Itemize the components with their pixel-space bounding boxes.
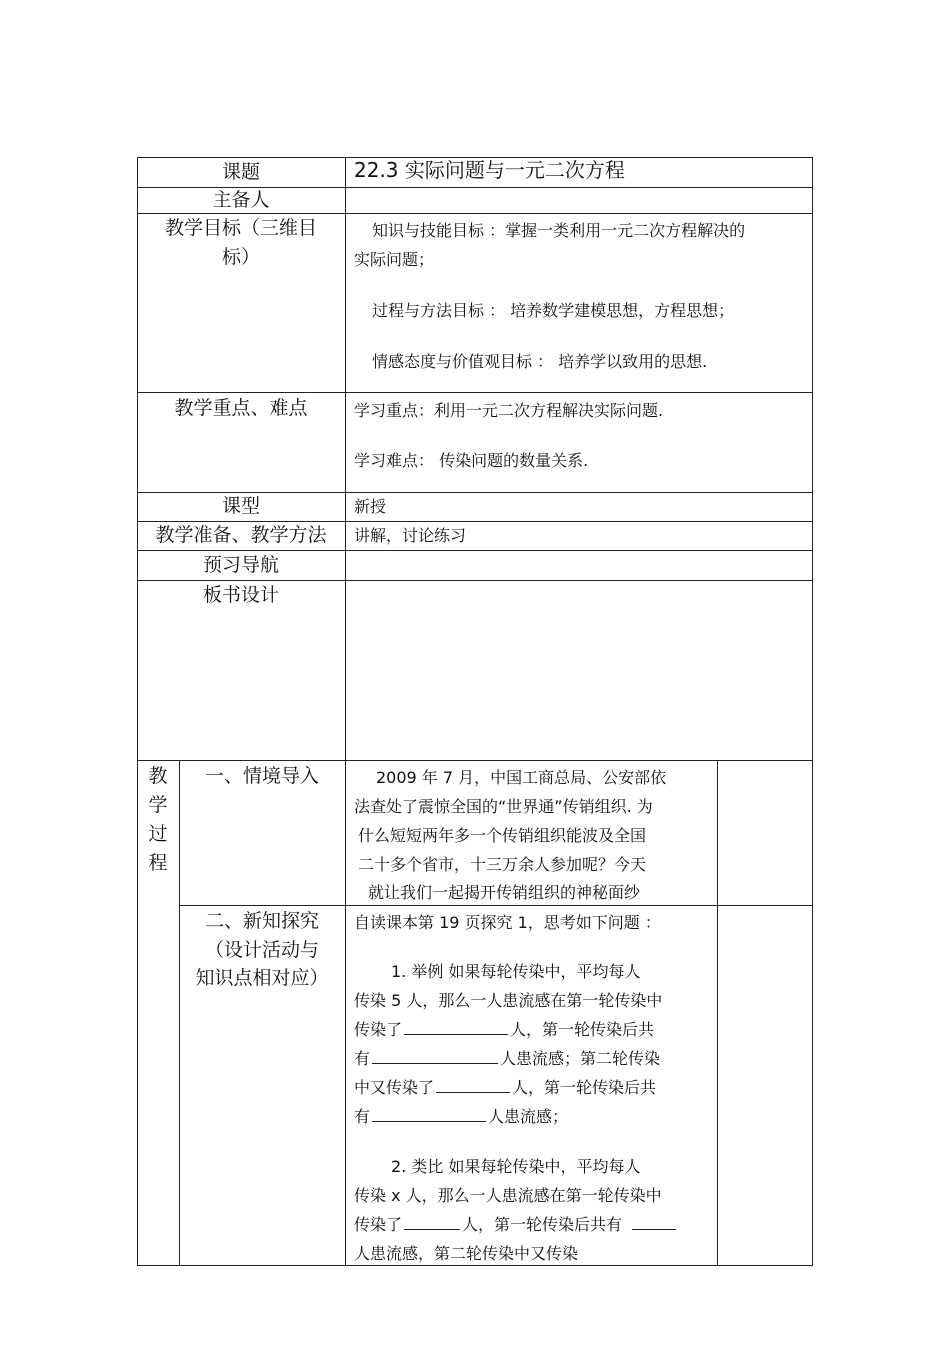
- goals-label-line1: 教学目标（三维目: [164, 217, 317, 239]
- row-divider: [137, 392, 813, 393]
- text-fragment: 有: [354, 1049, 371, 1068]
- method-value: 讲解，讨论练习: [354, 526, 467, 545]
- preview-label: 预习导航: [202, 554, 279, 576]
- process-label-char: 程: [148, 852, 168, 874]
- example2-line1: 2. 类比 如果每轮传染中，平均每人: [391, 1157, 641, 1176]
- text-fragment: 人，第一轮传染后共: [512, 1078, 657, 1097]
- stage1-line: 就让我们一起揭开传销组织的神秘面纱: [368, 883, 641, 902]
- text-fragment: 人患流感；: [488, 1107, 569, 1126]
- focus-difficulty: 学习难点： 传染问题的数量关系.: [354, 451, 589, 470]
- preparer-label: 主备人: [212, 189, 270, 211]
- stage2-intro: 自读课本第 19 页探究 1，思考如下问题 ：: [354, 913, 661, 932]
- answer-blank[interactable]: [436, 1074, 510, 1093]
- process-label-char: 教: [148, 765, 168, 787]
- text-fragment: 中又传染了: [354, 1078, 435, 1097]
- example1-line1: 1. 举例 如果每轮传染中，平均每人: [391, 962, 641, 981]
- goal-knowledge-line2: 实际问题；: [354, 250, 435, 269]
- answer-blank[interactable]: [404, 1016, 508, 1035]
- goal-knowledge-line1: 知识与技能目标 ：掌握一类利用一元二次方程解决的: [372, 221, 746, 240]
- example2-line4: 人患流感，第二轮传染中又传染: [354, 1244, 579, 1263]
- goal-process: 过程与方法目标 ： 培养数学建模思想，方程思想；: [372, 301, 735, 320]
- stage1-label: 一、情境导入: [204, 765, 319, 787]
- type-label: 课型: [221, 495, 260, 517]
- board-label: 板书设计: [202, 584, 279, 606]
- stage1-line: 什么短短两年多一个传销组织能波及全国: [358, 826, 647, 845]
- stage2-label-line2: （设计活动与: [204, 939, 319, 961]
- stage2-label-line1: 二、新知探究: [204, 910, 319, 932]
- text-fragment: 传染了: [354, 1215, 403, 1234]
- answer-blank[interactable]: [372, 1103, 486, 1122]
- example1-line2: 传染 5 人，那么一人患流感在第一轮传染中: [354, 991, 663, 1010]
- text-fragment: 有: [354, 1107, 371, 1126]
- title-label: 课题: [221, 161, 260, 183]
- example2-line2: 传染 x 人，那么一人患流感在第一轮传染中: [354, 1186, 662, 1205]
- focus-key-point: 学习重点：利用一元二次方程解决实际问题.: [354, 401, 664, 420]
- stage1-line: 法查处了震惊全国的“世界通”传销组织. 为: [354, 797, 653, 816]
- process-label-char: 过: [148, 823, 168, 845]
- stage1-line: 二十多个省市，十三万余人参加呢？今天: [358, 855, 647, 874]
- stage1-line: 2009 年 7 月，中国工商总局、公安部依: [376, 768, 667, 787]
- answer-blank[interactable]: [404, 1211, 460, 1230]
- stage2-label-line3: 知识点相对应）: [195, 967, 329, 989]
- type-value: 新授: [354, 497, 387, 516]
- answer-blank[interactable]: [372, 1045, 498, 1064]
- example1-line3: [354, 1015, 654, 1044]
- goal-emotion: 情感态度与价值观目标 ： 培养学以致用的思想.: [372, 352, 708, 371]
- column-divider: [345, 157, 346, 1265]
- table-border-right: [812, 157, 813, 1265]
- text-fragment: 人，第一轮传染后共: [510, 1020, 655, 1039]
- example1-line4: [354, 1044, 660, 1073]
- example1-line5: [354, 1073, 656, 1102]
- example1-line6: [354, 1102, 568, 1131]
- table-border-left: [137, 157, 138, 1265]
- example2-line3: [354, 1210, 678, 1239]
- process-label-char: 学: [148, 794, 168, 816]
- process-content-divider: [717, 760, 718, 1265]
- goals-label-line2: 标）: [221, 246, 260, 268]
- method-label: 教学准备、教学方法: [155, 524, 327, 546]
- text-fragment: 传染了: [354, 1020, 403, 1039]
- focus-label: 教学重点、难点: [174, 397, 308, 419]
- text-fragment: 人，第一轮传染后共有: [462, 1215, 623, 1234]
- row-divider: [137, 760, 813, 761]
- lesson-title: 22.3 实际问题与一元二次方程: [354, 158, 625, 182]
- text-fragment: 人患流感；第二轮传染: [500, 1049, 661, 1068]
- answer-blank[interactable]: [632, 1211, 676, 1230]
- process-label-divider: [179, 760, 180, 1265]
